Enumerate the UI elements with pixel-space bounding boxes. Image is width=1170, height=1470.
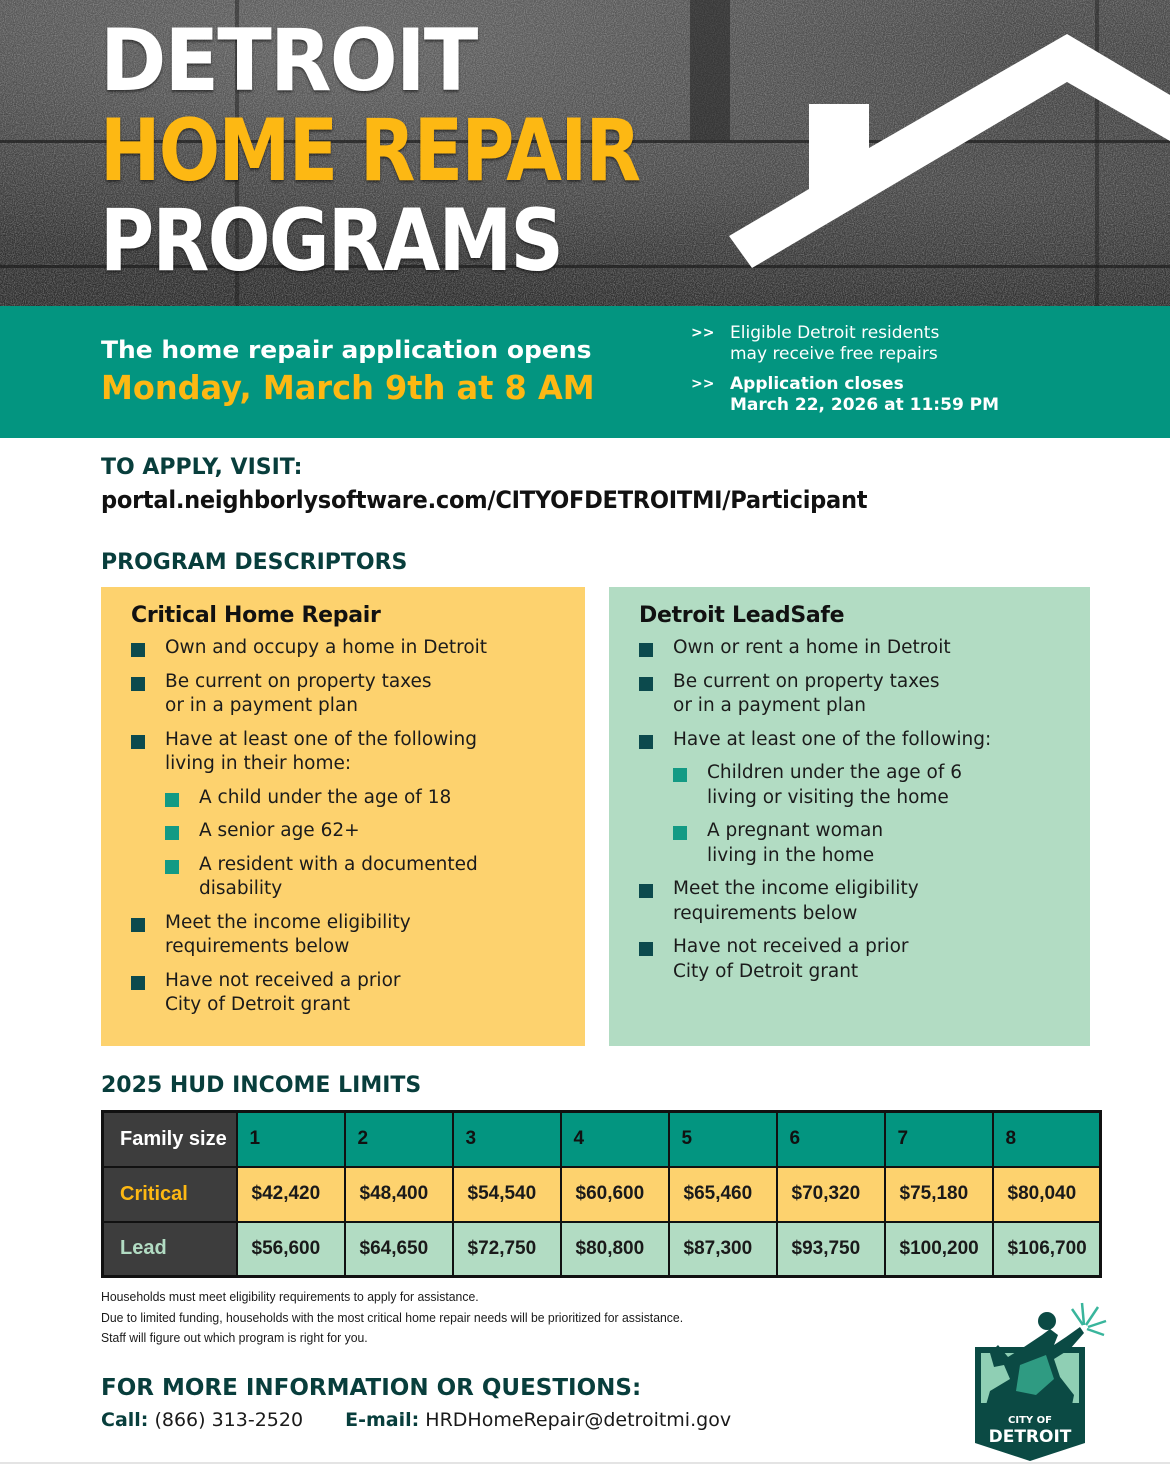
phone-number[interactable]: (866) 313-2520 <box>154 1409 304 1431</box>
requirement-text: Own and occupy a home in Detroit <box>165 637 488 658</box>
application-banner <box>0 306 1170 438</box>
square-bullet-icon <box>639 643 653 657</box>
critical-limit-cell: $48,400 <box>345 1167 453 1222</box>
lead-limit-cell: $72,750 <box>453 1222 561 1277</box>
family-size-cell: 6 <box>777 1112 885 1167</box>
square-bullet-icon <box>673 768 687 782</box>
eligibility-notes <box>101 1287 720 1349</box>
square-bullet-icon <box>131 735 145 749</box>
sub-requirement-item <box>165 853 585 902</box>
detroit-leadsafe-box <box>609 587 1090 1046</box>
house-roof-icon <box>0 0 1170 306</box>
logo-city-of: CITY OF <box>1008 1415 1052 1426</box>
critical-limit-cell: $80,040 <box>993 1167 1101 1222</box>
critical-limit-cell: $42,420 <box>237 1167 345 1222</box>
city-of-detroit-logo <box>950 1295 1110 1465</box>
requirement-text: Own or rent a home in Detroit <box>673 637 951 658</box>
critical-home-repair-title: Critical Home Repair <box>131 603 381 628</box>
double-chevron-icon: >> <box>691 376 715 392</box>
table-row-lead <box>103 1222 1101 1277</box>
requirement-item <box>131 728 585 777</box>
requirement-text: A resident with a documented disability <box>199 853 478 899</box>
requirement-item <box>131 636 585 661</box>
requirement-item <box>131 670 585 719</box>
free-repairs-line1: Eligible Detroit residents <box>730 323 940 343</box>
email-address[interactable]: HRDHomeRepair@detroitmi.gov <box>425 1409 732 1431</box>
note-line: Due to limited funding, households with the most critical home repair needs will be prioritized for assistance. <box>101 1309 684 1325</box>
income-limits-table <box>101 1110 1102 1278</box>
critical-limit-cell: $54,540 <box>453 1167 561 1222</box>
family-size-cell: 5 <box>669 1112 777 1167</box>
family-size-cell: 1 <box>237 1112 345 1167</box>
double-chevron-icon: >> <box>691 325 715 341</box>
requirement-text: Have not received a prior City of Detroit grant <box>165 969 401 1015</box>
critical-home-repair-box <box>101 587 585 1046</box>
requirement-text: Be current on property taxes or in a payment plan <box>673 670 940 716</box>
square-bullet-icon <box>673 826 687 840</box>
lead-limit-cell: $87,300 <box>669 1222 777 1277</box>
square-bullet-icon <box>131 677 145 691</box>
requirement-item <box>639 636 1090 661</box>
requirement-text: Children under the age of 6 living or visiting the home <box>707 762 962 808</box>
requirement-item <box>131 911 585 960</box>
square-bullet-icon <box>131 643 145 657</box>
lead-limit-cell: $64,650 <box>345 1222 453 1277</box>
square-bullet-icon <box>639 942 653 956</box>
family-size-cell: 8 <box>993 1112 1101 1167</box>
detroit-leadsafe-title: Detroit LeadSafe <box>639 603 845 628</box>
requirement-text: Be current on property taxes or in a payment plan <box>165 670 432 716</box>
critical-limit-cell: $60,600 <box>561 1167 669 1222</box>
requirement-item <box>639 728 1090 753</box>
square-bullet-icon <box>165 793 179 807</box>
critical-limit-cell: $75,180 <box>885 1167 993 1222</box>
requirement-text: A child under the age of 18 <box>199 786 452 808</box>
lead-limit-cell: $93,750 <box>777 1222 885 1277</box>
closes-date: March 22, 2026 at 11:59 PM <box>730 395 1000 415</box>
more-info-heading: FOR MORE INFORMATION OR QUESTIONS: <box>101 1375 642 1401</box>
hero-banner <box>0 0 1170 306</box>
requirement-item <box>639 670 1090 719</box>
logo-detroit: DETROIT <box>988 1427 1072 1447</box>
table-row-critical <box>103 1167 1101 1222</box>
application-open-date: Monday, March 9th at 8 AM <box>101 368 595 407</box>
sub-requirement-item <box>165 786 585 811</box>
title-detroit: DETROIT <box>100 11 477 111</box>
requirement-text: Have at least one of the following living in their home: <box>165 728 477 774</box>
lead-limit-cell: $80,800 <box>561 1222 669 1277</box>
note-line: Staff will figure out which program is right for you. <box>101 1330 368 1345</box>
critical-limit-cell: $70,320 <box>777 1167 885 1222</box>
income-limits-heading: 2025 HUD INCOME LIMITS <box>101 1073 422 1098</box>
lead-limit-cell: $100,200 <box>885 1222 993 1277</box>
square-bullet-icon <box>639 677 653 691</box>
contact-line <box>101 1409 731 1431</box>
sub-requirement-item <box>165 819 585 844</box>
requirement-text: Have not received a prior City of Detroit grant <box>673 936 909 982</box>
closes-label: Application closes <box>730 374 904 394</box>
square-bullet-icon <box>165 860 179 874</box>
family-size-cell: 4 <box>561 1112 669 1167</box>
title-programs: PROGRAMS <box>100 191 563 291</box>
table-header-row <box>103 1112 1101 1167</box>
note-line: Households must meet eligibility requirements to apply for assistance. <box>101 1289 479 1304</box>
family-size-cell: 2 <box>345 1112 453 1167</box>
leadsafe-requirements-list <box>639 636 1090 984</box>
requirement-text: A pregnant woman living in the home <box>707 820 884 866</box>
square-bullet-icon <box>639 884 653 898</box>
family-size-cell: 3 <box>453 1112 561 1167</box>
requirement-item <box>639 877 1090 926</box>
email-label: E-mail: <box>345 1409 420 1431</box>
critical-row-label: Critical <box>103 1167 237 1222</box>
requirement-item <box>639 935 1090 984</box>
program-descriptors-heading: PROGRAM DESCRIPTORS <box>101 550 408 575</box>
square-bullet-icon <box>131 918 145 932</box>
sub-requirement-item <box>673 761 1090 810</box>
requirement-text: Meet the income eligibility requirements below <box>673 878 919 924</box>
title-home-repair: HOME REPAIR <box>100 101 640 201</box>
square-bullet-icon <box>131 976 145 990</box>
apply-heading: TO APPLY, VISIT: <box>101 455 303 480</box>
family-size-label: Family size <box>103 1112 237 1167</box>
requirement-text: Meet the income eligibility requirements below <box>165 911 411 957</box>
lead-limit-cell: $106,700 <box>993 1222 1101 1277</box>
free-repairs-line2: may receive free repairs <box>730 344 938 364</box>
family-size-cell: 7 <box>885 1112 993 1167</box>
critical-limit-cell: $65,460 <box>669 1167 777 1222</box>
square-bullet-icon <box>165 826 179 840</box>
requirement-item <box>131 969 585 1018</box>
application-opens-text: The home repair application opens <box>101 336 592 364</box>
requirement-text: A senior age 62+ <box>199 820 360 841</box>
requirement-text: Have at least one of the following: <box>673 728 992 750</box>
sub-requirement-item <box>673 819 1090 868</box>
square-bullet-icon <box>639 735 653 749</box>
lead-limit-cell: $56,600 <box>237 1222 345 1277</box>
apply-url-link[interactable]: portal.neighborlysoftware.com/CITYOFDETROITMI/Participant <box>101 486 868 514</box>
lead-row-label: Lead <box>103 1222 237 1277</box>
bottom-divider <box>0 1462 1170 1464</box>
critical-requirements-list <box>131 636 585 1018</box>
call-label: Call: <box>101 1409 149 1431</box>
